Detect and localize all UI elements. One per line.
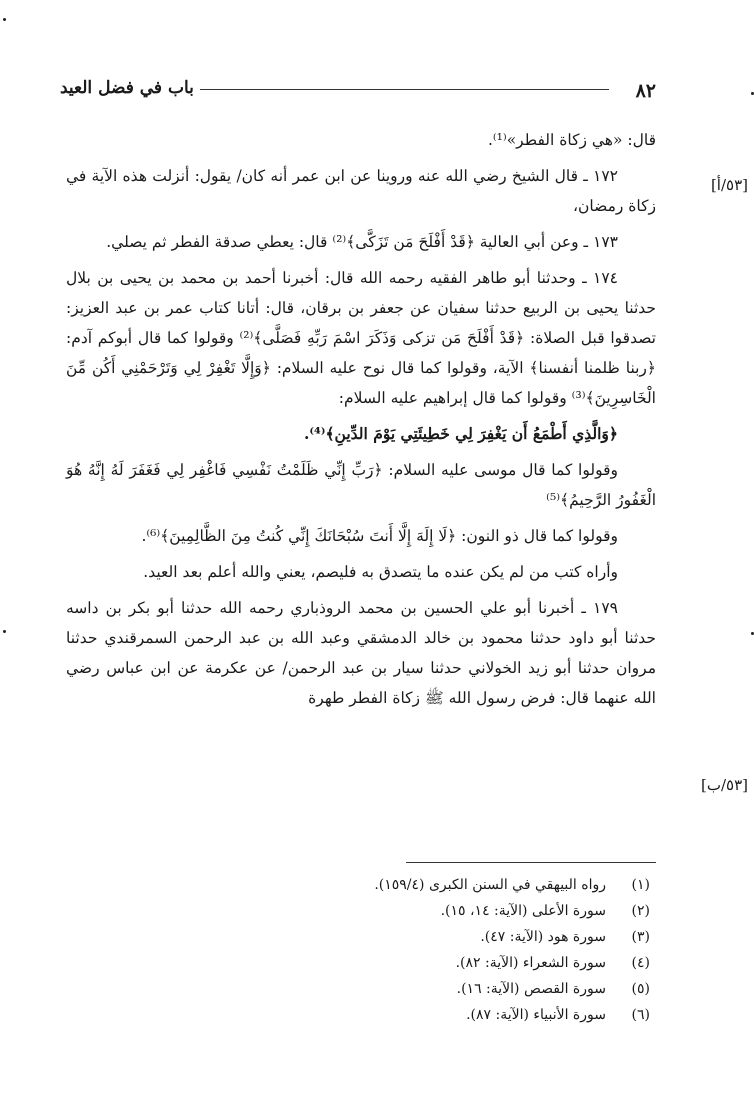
footnote: (٤) سورة الشعراء (الآية: ٨٢). [455,955,650,971]
footnote: (٣) سورة هود (الآية: ٤٧). [480,929,650,945]
paragraph-174: ١٧٤ ـ وحدثنا أبو طاهر الفقيه رحمه الله قال: أخبرنا أحمد بن محمد بن يحيى بن بلال حدثنا يحيى بن الربيع حدثنا سفيان عن جعفر بن برقان، قال: أتانا كتاب عمر بن عبد العزيز: تصدقوا قبل الصلاة: ﴿قَدْ أَفْلَحَ مَن تزكى وَذَكَرَ اسْمَ رَبِّهِ فَصَلَّى﴾⁽²⁾ وقولوا كما قال أبوكم آدم: ﴿ربنا ظلمنا أنفسنا﴾ الآية، وقولوا كما قال نوح عليه السلام: ﴿وَإِلَّا تَغْفِرْ لِي وَتَرْحَمْنِي أَكُن مِّنَ الْخَاسِرِينَ﴾⁽³⁾ وقولوا كما قال إبراهيم عليه السلام: [66,269,656,407]
footnote: (٢) سورة الأعلى (الآية: ١٤، ١٥). [440,903,650,919]
footnote: (٥) سورة القصص (الآية: ١٦). [456,981,650,997]
paragraph-179: ١٧٩ ـ أخبرنا أبو علي الحسين بن محمد الروذباري رحمه الله حدثنا أبو بكر بن داسه حدثنا أبو داود حدثنا محمود بن خالد الدمشقي وعبد الله بن عبد الرحمن السمرقندي حدثنا مروان حدثنا أبو زيد الخولاني حدثنا سيار بن عبد الرحمن/ عن عكرمة عن ابن عباس رضي الله عنهما قال: فرض رسول الله ﷺ زكاة الفطر طهرة [66,599,656,707]
paragraph: وأراه كتب من لم يكن عنده ما يتصدق به فليصم، يعني والله أعلم بعد العيد. [143,563,618,581]
quran-verse: ﴿وَالَّذِي أَطْمَعُ أَن يَغْفِرَ لِي خَطِيئَتِي يَوْمَ الدِّينِ﴾⁽⁴⁾. [304,424,618,443]
paragraph: وقولوا كما قال موسى عليه السلام: ﴿رَبِّ إِنِّي ظَلَمْتُ نَفْسِي فَاغْفِر لِي فَغَفَرَ لَهُ إِنَّهُ هُوَ الْغَفُورُ الرَّحِيمُ﴾⁽⁵⁾ [66,461,656,509]
footnote: (٦) سورة الأنبياء (الآية: ٨٧). [466,1007,650,1023]
margin-marker-53b: [٥٣/ب] [700,776,748,794]
paragraph: قال: «هي زكاة الفطر»⁽¹⁾. [487,131,656,149]
footnote-rule [406,862,656,863]
paragraph: وقولوا كما قال ذو النون: ﴿لَا إِلَهَ إِلَّا أَنتَ سُبْحَانَكَ إِنِّي كُنتُ مِنَ الظَّالِمِينَ﴾⁽⁶⁾. [141,527,618,545]
running-title: باب في فضل العيد [60,78,194,98]
page-number: ٨٢ [635,80,656,102]
footnotes [300,872,650,1028]
paragraph-173: ١٧٣ ـ وعن أبي العالية ﴿قَدْ أَفْلَحَ مَن تَزَكَّى﴾⁽²⁾ قال: يعطي صدقة الفطر ثم يصلي. [106,233,618,251]
scan-mark [3,18,6,21]
footnote: (١) رواه البيهقي في السنن الكبرى (١٥٩/٤). [374,877,650,893]
main-text [66,125,656,719]
header-rule [200,89,609,90]
margin-marker-53a: [٥٣/أ] [710,176,748,194]
scan-mark [3,630,6,633]
paragraph-172: ١٧٢ ـ قال الشيخ رضي الله عنه وروينا عن ابن عمر أنه كان/ يقول: أنزلت هذه الآية في زكاة رمضان، [66,167,656,215]
